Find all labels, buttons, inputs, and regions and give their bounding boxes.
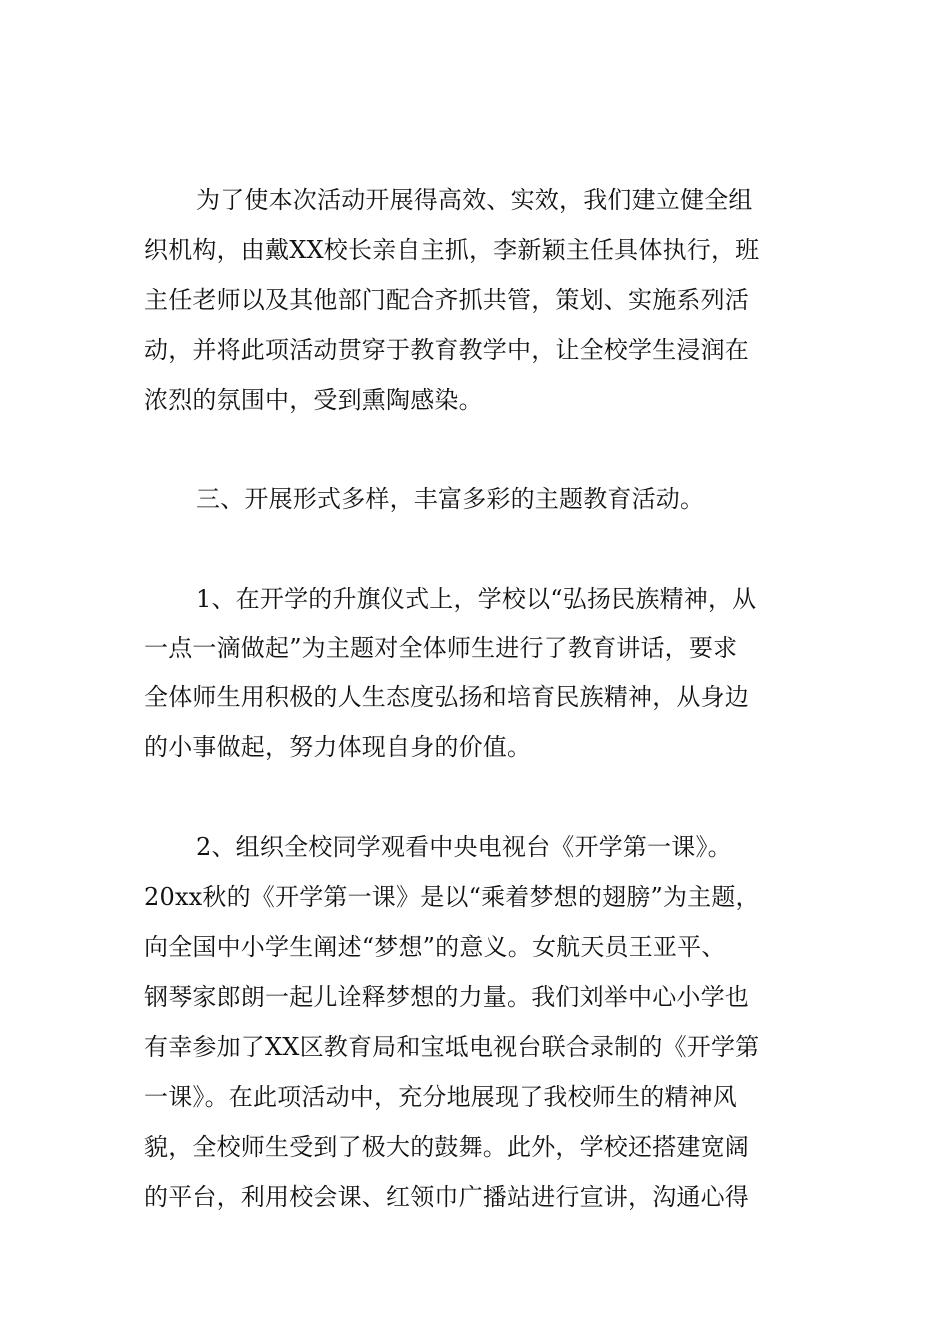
paragraph-3-line-1: 2、组织全校同学观看中央电视台《开学第一课》。 bbox=[196, 833, 732, 861]
paragraph-2-line-3: 全体师生用积极的人生态度弘扬和培育民族精神，从身边 bbox=[144, 683, 749, 711]
paragraph-3-line-7: 貌，全校师生受到了极大的鼓舞。此外，学校还搭建宽阔 bbox=[144, 1133, 749, 1161]
paragraph-3-line-3: 向全国中小学生阐述“梦想”的意义。女航天员王亚平、 bbox=[144, 933, 726, 961]
paragraph-3-line-6: 一课》。在此项活动中，充分地展现了我校师生的精神风 bbox=[144, 1083, 737, 1111]
paragraph-3-line-2: 20xx秋的《开学第一课》是以“乘着梦想的翅膀”为主题， bbox=[144, 883, 760, 911]
section-heading-3: 三、开展形式多样，丰富多彩的主题教育活动。 bbox=[196, 485, 705, 513]
paragraph-3-line-8: 的平台，利用校会课、红领巾广播站进行宣讲，沟通心得 bbox=[144, 1183, 749, 1211]
paragraph-3-line-4: 钢琴家郎朗一起儿诠释梦想的力量。我们刘举中心小学也 bbox=[144, 983, 749, 1011]
paragraph-2-line-2: 一点一滴做起”为主题对全体师生进行了教育讲话，要求 bbox=[144, 634, 738, 662]
paragraph-2-line-1: 1、在开学的升旗仪式上，学校以“弘扬民族精神，从 bbox=[196, 585, 757, 613]
paragraph-3-line-5: 有幸参加了XX区教育局和宝坻电视台联合录制的《开学第 bbox=[144, 1033, 760, 1061]
paragraph-2-line-4: 的小事做起，努力体现自身的价值。 bbox=[144, 733, 532, 761]
paragraph-1-line-5: 浓烈的氛围中，受到熏陶感染。 bbox=[144, 386, 483, 414]
paragraph-1-line-3: 主任老师以及其他部门配合齐抓共管，策划、实施系列活 bbox=[144, 286, 749, 314]
paragraph-1-line-1: 为了使本次活动开展得高效、实效，我们建立健全组 bbox=[196, 186, 753, 214]
paragraph-1-line-2: 织机构，由戴XX校长亲自主抓，李新颖主任具体执行，班 bbox=[144, 236, 760, 264]
paragraph-1-line-4: 动，并将此项活动贯穿于教育教学中，让全校学生浸润在 bbox=[144, 336, 749, 364]
